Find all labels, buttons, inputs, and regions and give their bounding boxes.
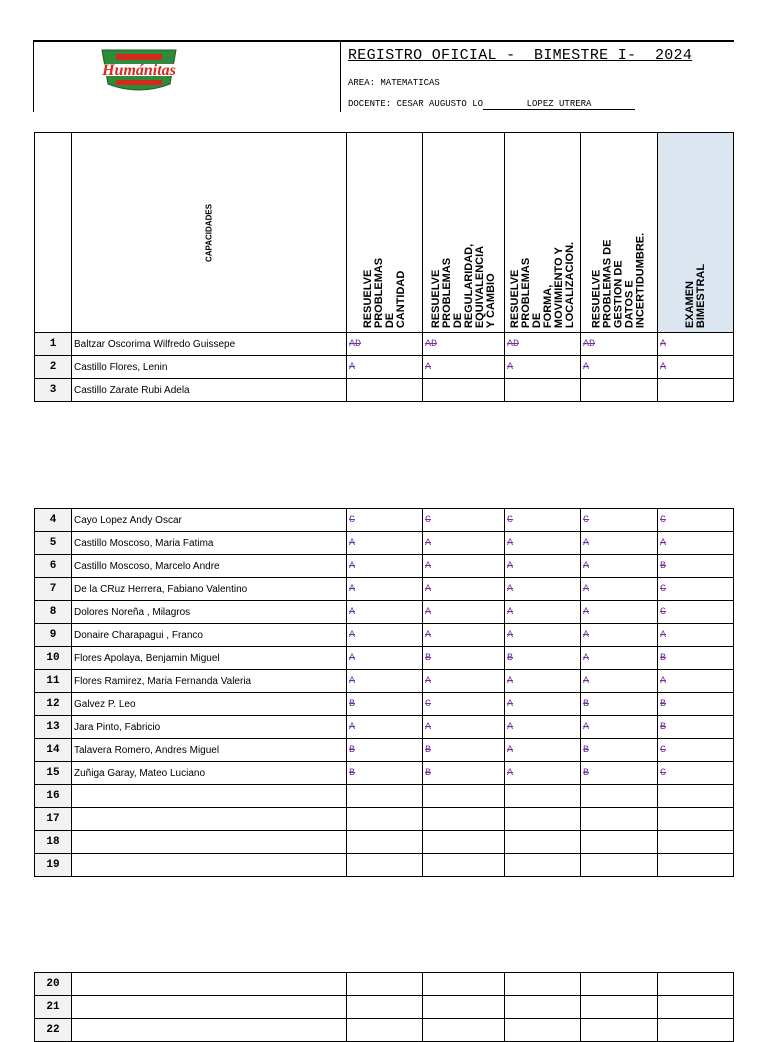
grade-cell[interactable]: B	[505, 647, 581, 670]
grade-cell[interactable]: A	[423, 624, 505, 647]
table-row	[35, 670, 734, 693]
header-row	[35, 133, 734, 333]
grade-cell[interactable]	[658, 831, 734, 854]
grade-cell[interactable]	[505, 973, 581, 996]
grades-table-section-3	[34, 972, 734, 1042]
student-name-cell[interactable]: Castillo Moscoso, Marcelo Andre	[72, 555, 347, 578]
table-row	[35, 578, 734, 601]
row-number: 5	[35, 532, 72, 555]
student-name-cell[interactable]: Donaire Charapagui , Franco	[72, 624, 347, 647]
capacidades-header	[72, 133, 347, 333]
grade-cell[interactable]: B	[423, 647, 505, 670]
grade-cell[interactable]: B	[347, 739, 423, 762]
grade-cell[interactable]: A	[658, 532, 734, 555]
grade-cell[interactable]: A	[581, 555, 658, 578]
grade-cell[interactable]: A	[505, 578, 581, 601]
docente-label: DOCENTE: CESAR AUGUSTO LO	[348, 99, 484, 109]
student-name-cell[interactable]	[72, 1019, 347, 1042]
table-row	[35, 716, 734, 739]
grade-cell[interactable]	[581, 379, 658, 402]
section-1-body	[35, 333, 734, 402]
grade-cell[interactable]	[581, 1019, 658, 1042]
grade-cell[interactable]	[581, 996, 658, 1019]
table-row	[35, 624, 734, 647]
grade-cell[interactable]	[658, 1019, 734, 1042]
title-suffix: BIMESTRE I- 2024	[534, 47, 693, 64]
table-row	[35, 601, 734, 624]
student-name-cell[interactable]	[72, 808, 347, 831]
student-name-cell[interactable]	[72, 854, 347, 877]
grade-cell[interactable]	[658, 973, 734, 996]
row-number: 20	[35, 973, 72, 996]
grade-cell[interactable]: A	[423, 716, 505, 739]
grade-cell[interactable]: A	[505, 601, 581, 624]
grade-cell[interactable]: C	[658, 578, 734, 601]
grade-cell[interactable]: B	[658, 693, 734, 716]
grade-cell[interactable]: B	[581, 762, 658, 785]
col-header-1	[347, 133, 423, 333]
student-name-cell[interactable]	[72, 996, 347, 1019]
capacidades-label: CAPACIDADES	[204, 203, 214, 262]
grade-cell[interactable]: A	[505, 739, 581, 762]
grade-cell[interactable]: B	[658, 716, 734, 739]
grade-cell[interactable]	[505, 808, 581, 831]
grade-cell[interactable]: B	[423, 762, 505, 785]
grade-cell[interactable]: B	[658, 647, 734, 670]
grade-cell[interactable]: C	[423, 509, 505, 532]
grade-cell[interactable]: A	[581, 532, 658, 555]
grade-cell[interactable]: A	[347, 716, 423, 739]
grade-cell[interactable]	[347, 785, 423, 808]
grade-cell[interactable]	[423, 785, 505, 808]
table-row	[35, 555, 734, 578]
grade-cell[interactable]	[423, 379, 505, 402]
grade-cell[interactable]: A	[423, 578, 505, 601]
top-border	[34, 40, 734, 42]
table-row	[35, 356, 734, 379]
student-name-cell[interactable]: Castillo Moscoso, Maria Fatima	[72, 532, 347, 555]
grade-cell[interactable]: AD	[347, 333, 423, 356]
col-header-exam	[658, 133, 734, 333]
row-number: 17	[35, 808, 72, 831]
grade-cell[interactable]	[347, 973, 423, 996]
row-number: 13	[35, 716, 72, 739]
grade-cell[interactable]	[423, 996, 505, 1019]
header-divider	[340, 42, 341, 112]
col-header-3	[505, 133, 581, 333]
col-label-2: RESUELVE PROBLEMAS DE REGULARIDAD, EQUIVALENCIA Y CAMBIO	[429, 243, 497, 329]
grade-cell[interactable]	[505, 1019, 581, 1042]
grade-cell[interactable]: A	[581, 578, 658, 601]
col-label-4: RESUELVE PROBLEMAS DE GESTION DE DATOS E INCERTIDUMBRE.	[590, 232, 647, 329]
col-label-exam: EXAMEN BIMESTRAL	[683, 263, 707, 329]
table-row	[35, 996, 734, 1019]
grade-cell[interactable]	[658, 808, 734, 831]
row-number: 18	[35, 831, 72, 854]
grades-table-section-2	[34, 508, 734, 877]
grade-cell[interactable]: B	[347, 693, 423, 716]
row-number: 1	[35, 333, 72, 356]
student-name-cell[interactable]	[72, 831, 347, 854]
grade-cell[interactable]: A	[423, 601, 505, 624]
grade-cell[interactable]: A	[658, 624, 734, 647]
grade-cell[interactable]: A	[581, 670, 658, 693]
col-header-2	[423, 133, 505, 333]
table-row	[35, 333, 734, 356]
grade-cell[interactable]	[423, 831, 505, 854]
grade-cell[interactable]: A	[423, 532, 505, 555]
student-name-cell[interactable]	[72, 785, 347, 808]
grade-cell[interactable]	[581, 808, 658, 831]
row-number: 2	[35, 356, 72, 379]
student-name-cell[interactable]: Talavera Romero, Andres Miguel	[72, 739, 347, 762]
student-name-cell[interactable]: Jara Pinto, Fabricio	[72, 716, 347, 739]
docente-line	[348, 99, 635, 110]
grade-cell[interactable]: A	[347, 647, 423, 670]
grade-cell[interactable]: A	[658, 670, 734, 693]
grade-cell[interactable]	[347, 831, 423, 854]
grade-cell[interactable]: A	[423, 555, 505, 578]
grade-cell[interactable]: B	[581, 739, 658, 762]
row-number: 3	[35, 379, 72, 402]
section-3-body	[35, 973, 734, 1042]
row-number: 19	[35, 854, 72, 877]
grade-cell[interactable]	[505, 785, 581, 808]
grade-cell[interactable]: C	[658, 509, 734, 532]
grade-cell[interactable]: A	[347, 555, 423, 578]
row-number: 7	[35, 578, 72, 601]
grade-cell[interactable]	[658, 854, 734, 877]
row-number: 12	[35, 693, 72, 716]
grade-cell[interactable]: B	[347, 762, 423, 785]
row-number: 6	[35, 555, 72, 578]
col-label-1: RESUELVE PROBLEMAS DE CANTIDAD	[361, 257, 407, 329]
grade-cell[interactable]	[581, 831, 658, 854]
left-border	[33, 40, 34, 112]
row-number: 9	[35, 624, 72, 647]
grade-cell[interactable]: A	[423, 356, 505, 379]
col-header-4	[581, 133, 658, 333]
grade-cell[interactable]: A	[505, 716, 581, 739]
grade-cell[interactable]: C	[423, 693, 505, 716]
student-name-cell[interactable]: Flores Apolaya, Benjamin Miguel	[72, 647, 347, 670]
table-row	[35, 762, 734, 785]
row-number: 15	[35, 762, 72, 785]
grade-cell[interactable]: A	[581, 601, 658, 624]
table-row	[35, 1019, 734, 1042]
number-header	[35, 133, 72, 333]
grade-cell[interactable]: C	[581, 509, 658, 532]
grade-cell[interactable]: A	[347, 532, 423, 555]
grade-cell[interactable]: C	[658, 601, 734, 624]
student-name-cell[interactable]: Castillo Zarate Rubi Adela	[72, 379, 347, 402]
docente-name: LOPEZ UTRERA	[483, 99, 635, 110]
grade-cell[interactable]: AD	[505, 333, 581, 356]
table-row	[35, 808, 734, 831]
grade-cell[interactable]	[505, 831, 581, 854]
grade-cell[interactable]: C	[658, 762, 734, 785]
grade-cell[interactable]	[347, 996, 423, 1019]
grade-cell[interactable]	[347, 854, 423, 877]
grade-cell[interactable]: A	[658, 356, 734, 379]
student-name-cell[interactable]: Dolores Noreña , Milagros	[72, 601, 347, 624]
grade-cell[interactable]	[423, 854, 505, 877]
grade-cell[interactable]	[505, 854, 581, 877]
grade-cell[interactable]	[658, 379, 734, 402]
table-row	[35, 532, 734, 555]
grade-cell[interactable]	[423, 973, 505, 996]
grade-cell[interactable]: A	[505, 555, 581, 578]
grade-cell[interactable]	[423, 808, 505, 831]
grade-cell[interactable]: B	[658, 555, 734, 578]
table-row	[35, 647, 734, 670]
row-number: 22	[35, 1019, 72, 1042]
row-number: 16	[35, 785, 72, 808]
student-name-cell[interactable]: De la CRuz Herrera, Fabiano Valentino	[72, 578, 347, 601]
table-row	[35, 509, 734, 532]
area-label: AREA: MATEMATICAS	[348, 78, 440, 88]
grade-cell[interactable]: A	[505, 532, 581, 555]
grade-cell[interactable]: A	[505, 693, 581, 716]
col-label-3: RESUELVE PROBLEMAS DE FORMA, MOVIMIENTO Y LOCALIZACION.	[508, 241, 576, 329]
student-name-cell[interactable]: Castillo Flores, Lenin	[72, 356, 347, 379]
grade-cell[interactable]	[347, 808, 423, 831]
grade-cell[interactable]	[658, 785, 734, 808]
grade-cell[interactable]	[347, 379, 423, 402]
grade-cell[interactable]: A	[581, 647, 658, 670]
grade-cell[interactable]: C	[658, 739, 734, 762]
table-row	[35, 739, 734, 762]
row-number: 8	[35, 601, 72, 624]
row-number: 21	[35, 996, 72, 1019]
grade-cell[interactable]: A	[347, 578, 423, 601]
grade-cell[interactable]: C	[505, 509, 581, 532]
grade-cell[interactable]	[505, 996, 581, 1019]
grade-cell[interactable]	[505, 379, 581, 402]
student-name-cell[interactable]: Zuñiga Garay, Mateo Luciano	[72, 762, 347, 785]
grade-cell[interactable]	[581, 854, 658, 877]
section-2-body	[35, 509, 734, 877]
grade-cell[interactable]: A	[347, 624, 423, 647]
table-row	[35, 785, 734, 808]
page-title	[348, 47, 692, 64]
grade-cell[interactable]: A	[505, 762, 581, 785]
student-name-cell[interactable]: Baltzar Oscorima Wilfredo Guissepe	[72, 333, 347, 356]
student-name-cell[interactable]: Galvez P. Leo	[72, 693, 347, 716]
grade-cell[interactable]: A	[347, 670, 423, 693]
grade-cell[interactable]	[347, 1019, 423, 1042]
grade-cell[interactable]: A	[658, 333, 734, 356]
grade-cell[interactable]: A	[581, 716, 658, 739]
grade-cell[interactable]: A	[347, 601, 423, 624]
grade-cell[interactable]: A	[347, 356, 423, 379]
row-number: 11	[35, 670, 72, 693]
row-number: 10	[35, 647, 72, 670]
grade-cell[interactable]: C	[347, 509, 423, 532]
student-name-cell[interactable]	[72, 973, 347, 996]
grade-cell[interactable]: B	[423, 739, 505, 762]
table-row	[35, 693, 734, 716]
grade-cell[interactable]: AD	[581, 333, 658, 356]
grade-cell[interactable]: AD	[423, 333, 505, 356]
table-row	[35, 831, 734, 854]
grade-cell[interactable]	[581, 973, 658, 996]
table-row	[35, 973, 734, 996]
grade-cell[interactable]: A	[505, 670, 581, 693]
grade-cell[interactable]: A	[505, 356, 581, 379]
row-number: 4	[35, 509, 72, 532]
student-name-cell[interactable]: Flores Ramirez, Maria Fernanda Valeria	[72, 670, 347, 693]
grades-table-section-1	[34, 132, 734, 402]
grade-cell[interactable]: A	[581, 624, 658, 647]
title-prefix: REGISTRO OFICIAL -	[348, 47, 535, 64]
table-row	[35, 854, 734, 877]
grade-cell[interactable]: A	[505, 624, 581, 647]
grade-cell[interactable]	[423, 1019, 505, 1042]
grade-cell[interactable]: B	[581, 693, 658, 716]
grade-cell[interactable]	[581, 785, 658, 808]
grade-cell[interactable]	[658, 996, 734, 1019]
svg-text:Humánitas: Humánitas	[102, 62, 176, 79]
row-number: 14	[35, 739, 72, 762]
student-name-cell[interactable]: Cayo Lopez Andy Oscar	[72, 509, 347, 532]
table-row	[35, 379, 734, 402]
grade-cell[interactable]: A	[423, 670, 505, 693]
grade-cell[interactable]: A	[581, 356, 658, 379]
school-logo	[54, 46, 224, 94]
